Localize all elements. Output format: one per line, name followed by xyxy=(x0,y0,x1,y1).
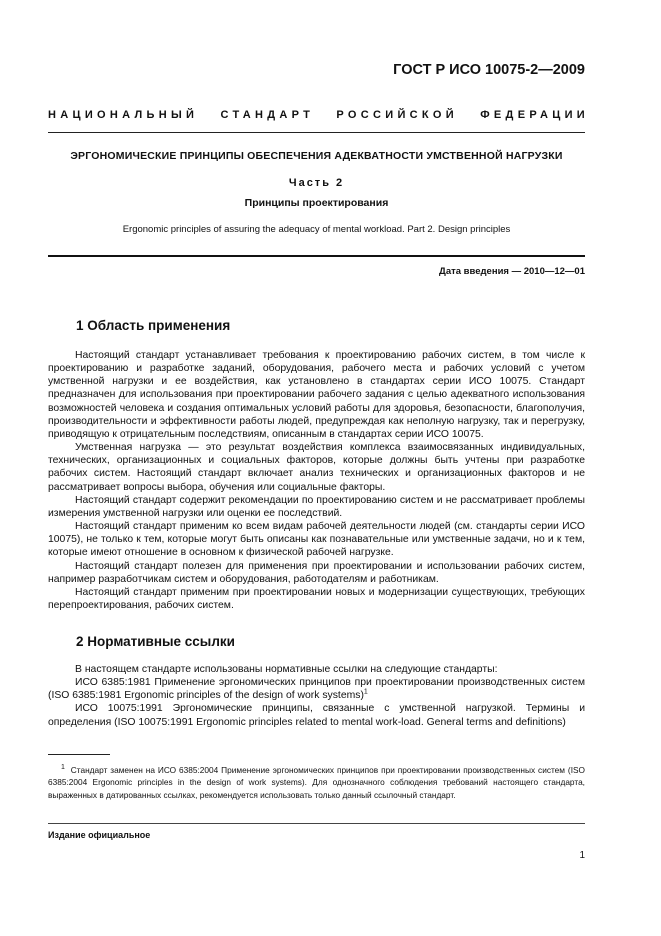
title-divider xyxy=(48,255,585,257)
part-number: Часть 2 xyxy=(288,177,345,189)
footnote-mark[interactable]: 1 xyxy=(363,688,368,696)
section-2-heading: 2 Нормативные ссылки xyxy=(76,634,235,649)
official-edition-label: Издание официальное xyxy=(48,830,151,840)
national-standard-banner xyxy=(48,109,589,121)
footnote xyxy=(48,764,585,801)
banner-word: СТАНДАРТ xyxy=(220,109,315,121)
banner-word: НАЦИОНАЛЬНЫЙ xyxy=(48,109,199,121)
normative-reference xyxy=(48,676,585,702)
footnote-divider xyxy=(48,754,110,755)
section-1-heading: 1 Область применения xyxy=(76,318,231,333)
banner-word: РОССИЙСКОЙ xyxy=(336,109,458,121)
document-title: ЭРГОНОМИЧЕСКИЕ ПРИНЦИПЫ ОБЕСПЕЧЕНИЯ АДЕКВАТНОСТИ УМСТВЕННОЙ НАГРУЗКИ xyxy=(70,150,563,162)
footnote-number: 1 xyxy=(61,764,65,772)
english-title: Ergonomic principles of assuring the adequacy of mental workload. Part 2. Design principles xyxy=(122,224,511,235)
banner-word: ФЕДЕРАЦИИ xyxy=(480,109,589,121)
normative-reference: ИСО 10075:1991 Эргономические принципы, связанные с умственной нагрузкой. Термины и определения (ISO 10075:1991 Ergonomic principles related to mental work-load. General terms and definitions) xyxy=(48,703,585,728)
part-title: Принципы проектирования xyxy=(244,197,389,209)
reference-text: ИСО 6385:1981 Применение эргономических принципов при проектировании производственных систем (ISO 6385:1981 Ergonomic principles of the design of work systems) xyxy=(48,677,585,702)
footnote-text xyxy=(48,764,585,801)
paragraph: Умственная нагрузка — это результат воздействия комплекса взаимосвязанных индивидуальных, технических, организационных и социальных факторов, которые должны быть учтены при разработке рабочих систем. Настоящий стандарт включает анализ технических и организационных факторов и не рассматривает вопросы выбора, обучения или социальные факторы. xyxy=(48,442,585,493)
paragraph: Настоящий стандарт применим ко всем видам рабочей деятельности людей (см. стандарты серии ИСО 10075), не только к тем, которые могут быть описаны как познавательные или умственные задачи, но и к тем, которые имеют отношение в основном к физической рабочей нагрузке. xyxy=(48,521,585,559)
paragraph: Настоящий стандарт полезен для применения при проектировании и использовании рабочих систем, например разработчикам систем и оборудования, работодателям и работникам. xyxy=(48,560,585,585)
paragraph: Настоящий стандарт содержит рекомендации по проектированию систем и не рассматривает проблемы измерения умственной нагрузки или оценки ее последствий. xyxy=(48,494,585,519)
footer-divider xyxy=(48,823,585,824)
section-1-body xyxy=(48,349,585,612)
section-2-body xyxy=(48,663,585,729)
paragraph: Настоящий стандарт применим при проектировании новых и модернизации существующих, требующих перепроектирования, рабочих систем. xyxy=(48,586,585,611)
footnote-body: Стандарт заменен на ИСО 6385:2004 Применение эргономических принципов при проектировании производственных систем (ISO 6385:2004 Ergonomic principles in the design of work systems). Для однозначного соблюдения требований настоящего стандарта, выраженных в датированных ссылках, рекомендуется использовать только данный ссылочный стандарт. xyxy=(48,765,585,800)
paragraph: Настоящий стандарт устанавливает требования к проектированию рабочих систем, в том числе к проектированию и разработке заданий, оборудования, рабочего места и рабочих условий с учетом умственной нагрузки и ее воздействия, как установлено в стандартах серии ИСО 10075. Стандарт предназначен для использования при проектировании рабочего задания с целью адекватного использования возможностей человека и создания оптимальных условий работы для здоровья, безопасности, благополучия, производительности и эффективности работы людей, предупреждая как неполную нагрузку, так и перегрузку, приводящую к отрицательным последствиям, описанным в стандартах серии ИСО 10075. xyxy=(48,350,585,440)
page-number: 1 xyxy=(579,850,585,861)
header-divider xyxy=(48,132,585,133)
document-code: ГОСТ Р ИСО 10075-2—2009 xyxy=(393,62,585,78)
paragraph: В настоящем стандарте использованы нормативные ссылки на следующие стандарты: xyxy=(75,664,498,675)
introduction-date: Дата введения — 2010—12—01 xyxy=(439,266,585,277)
